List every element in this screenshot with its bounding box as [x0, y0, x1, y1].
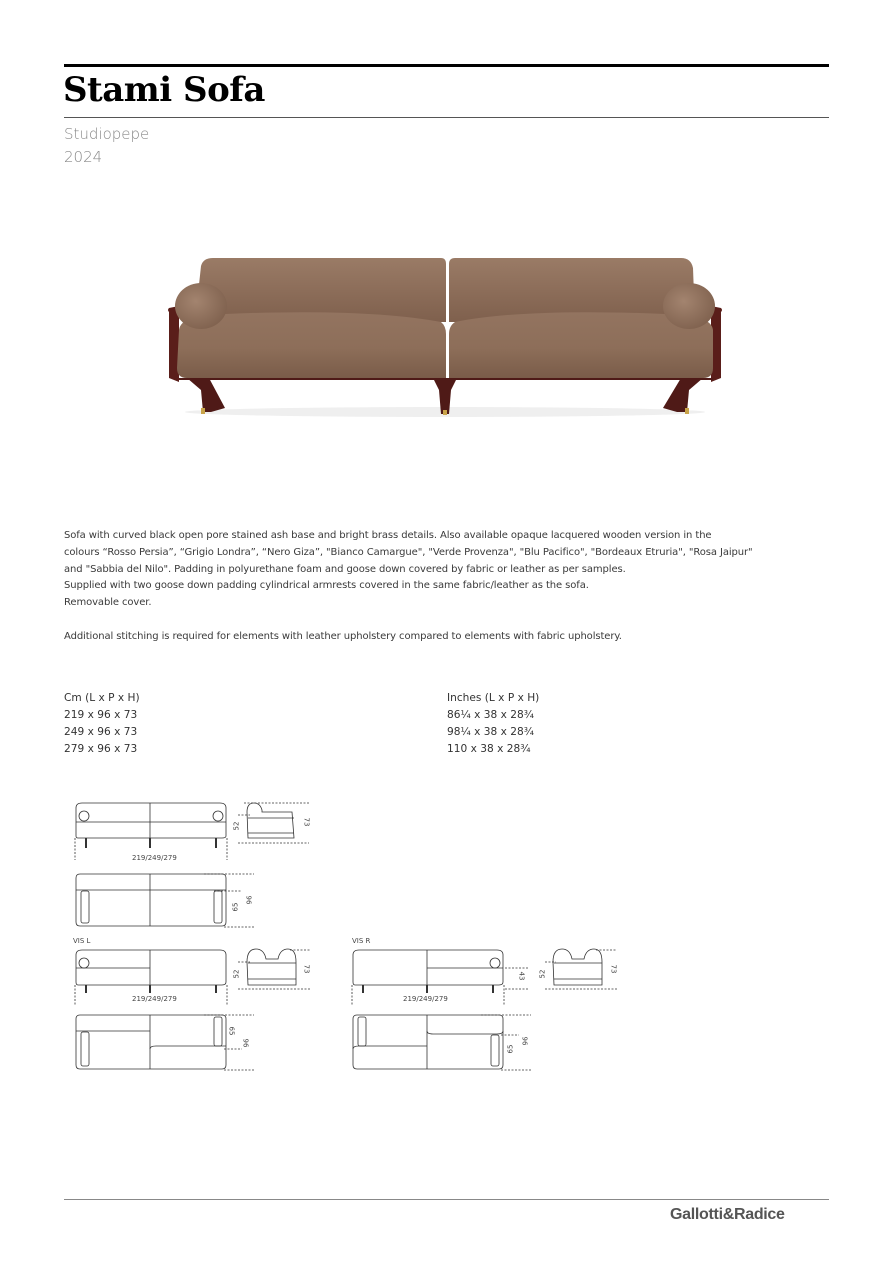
total-height-label: 73: [302, 817, 311, 827]
dimensions-inches: [447, 690, 539, 758]
product-description: [64, 528, 834, 646]
footer-rule: [64, 1199, 829, 1200]
total-depth-label: 96: [520, 1036, 529, 1046]
product-image: [165, 250, 725, 420]
seat-depth-label: 65: [231, 902, 240, 912]
top-rule: [64, 64, 829, 67]
design-year: 2024: [64, 148, 103, 166]
description-line: Removable cover.: [64, 597, 152, 609]
length-label: 219/249/279: [132, 854, 177, 862]
seat-height-label: 52: [538, 969, 547, 979]
length-label: 219/249/279: [403, 995, 448, 1003]
seat-height-label: 52: [232, 821, 241, 831]
dimensions-inches-header: Inches (L x P x H): [447, 692, 540, 704]
seat-depth-label: 65: [506, 1044, 515, 1054]
total-depth-label: 96: [241, 1038, 250, 1048]
title-rule: [64, 117, 829, 118]
dimension-row: 98¼ x 38 x 28¾: [447, 726, 534, 738]
dimensions-cm: [64, 690, 140, 758]
drawing-standard: [64, 798, 324, 933]
brand-logo: Gallotti&Radice: [670, 1206, 785, 1223]
description-line: Sofa with curved black open pore stained ash base and bright brass details. Also available opaque lacquered wooden version in the: [64, 530, 712, 541]
drawing-vis-l: [64, 935, 324, 1075]
drawing-vis-l-svg: [64, 935, 324, 1075]
total-depth-label: 96: [244, 895, 253, 905]
total-height-label: 73: [302, 964, 311, 974]
sofa-illustration: [165, 250, 725, 420]
vis-r-label: VIS R: [352, 937, 371, 945]
vis-l-label: VIS L: [73, 937, 91, 945]
dimension-row: 279 x 96 x 73: [64, 743, 138, 755]
upholstery-note: Additional stitching is required for elements with leather upholstery compared to elements with fabric upholstery.: [64, 630, 622, 642]
description-line: colours “Rosso Persia”, “Grigio Londra”, “Nero Giza”, "Bianco Camargue", "Verde Provenza", "Blu Pacifico", "Bordeaux Etruria", "Rosa Jaipur": [64, 546, 753, 558]
page-title: Stami Sofa: [63, 70, 265, 110]
dimension-row: 249 x 96 x 73: [64, 726, 138, 738]
dimension-row: 86¼ x 38 x 28¾: [447, 709, 534, 721]
description-line: Supplied with two goose down padding cylindrical armrests covered in the same fabric/leather as the sofa.: [64, 580, 589, 592]
description-line: and "Sabbia del Nilo". Padding in polyurethane foam and goose down covered by fabric or leather as per samples.: [64, 563, 626, 575]
drawing-standard-svg: [64, 798, 324, 933]
arm-height-label: 43: [517, 971, 526, 981]
dimension-row: 219 x 96 x 73: [64, 709, 138, 721]
drawing-vis-r-svg: [345, 935, 635, 1075]
seat-depth-label: 65: [227, 1026, 236, 1036]
drawing-vis-r: [345, 935, 635, 1075]
total-height-label: 73: [609, 964, 618, 974]
dimensions-cm-header: Cm (L x P x H): [64, 692, 140, 704]
dimension-row: 110 x 38 x 28¾: [447, 743, 531, 755]
seat-height-label: 52: [232, 969, 241, 979]
designer-name: Studiopepe: [64, 125, 150, 143]
length-label: 219/249/279: [132, 995, 177, 1003]
